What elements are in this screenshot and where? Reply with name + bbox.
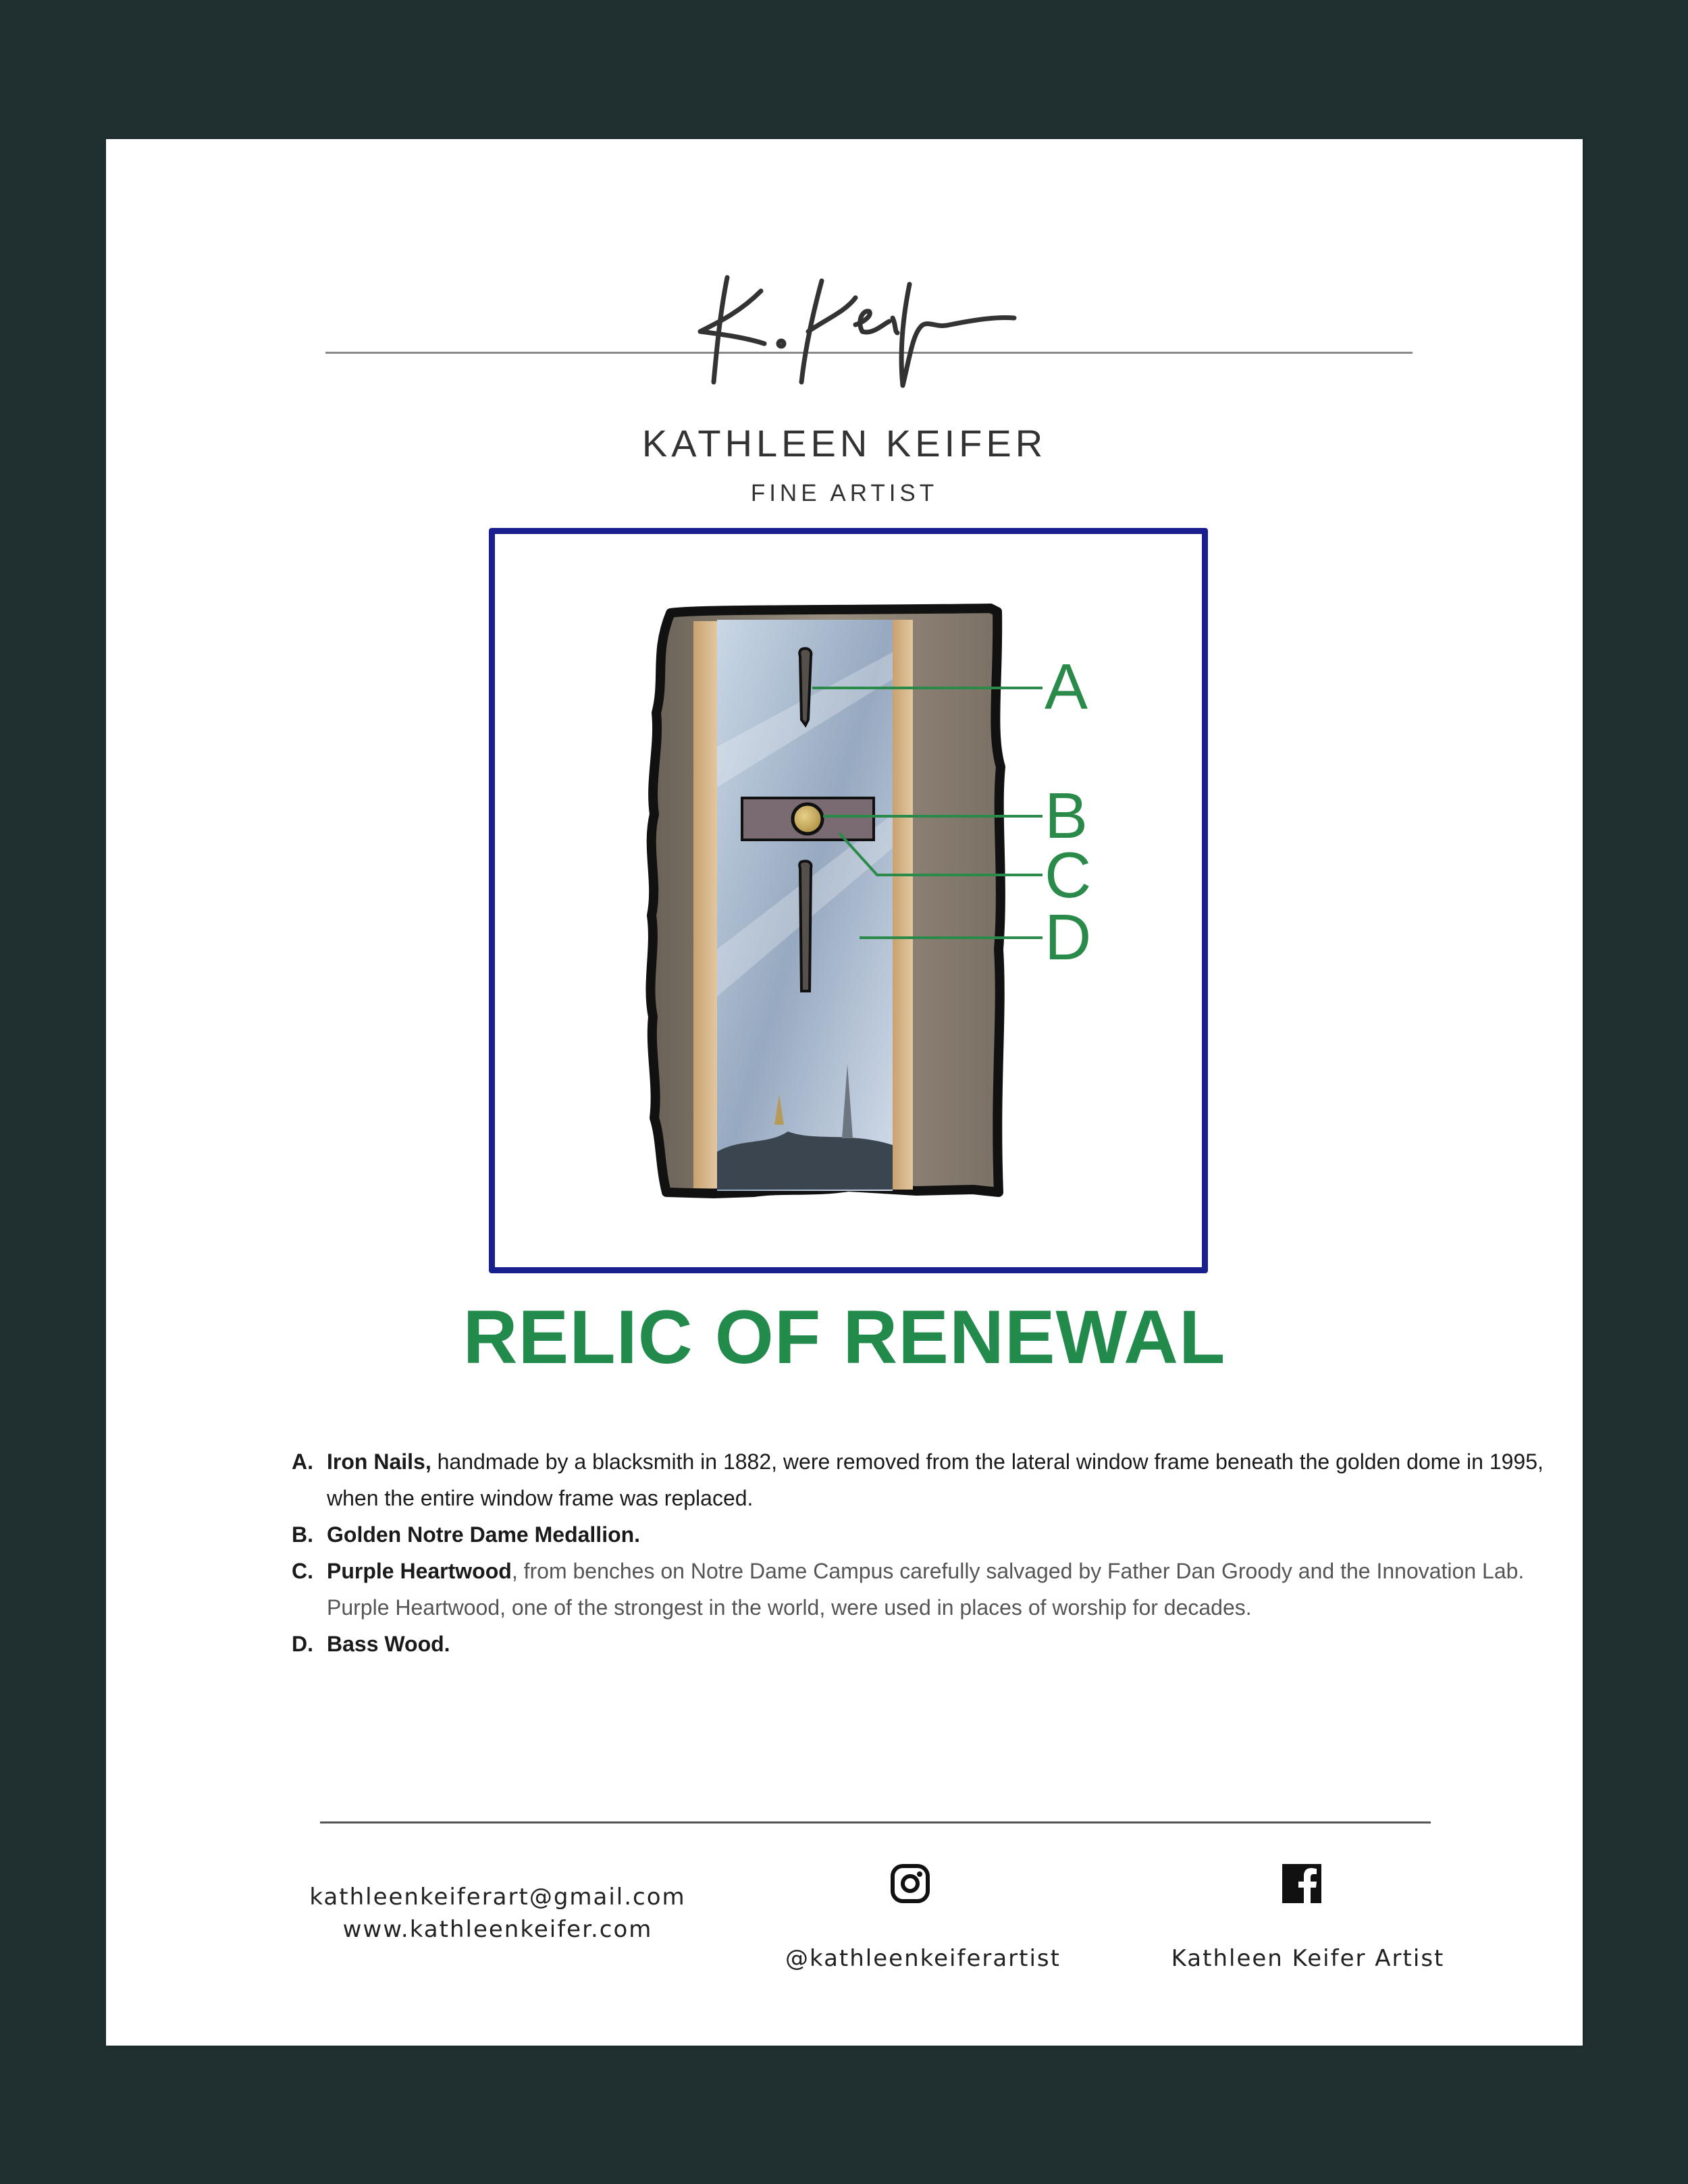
footer-divider bbox=[320, 1821, 1431, 1823]
artwork-frame bbox=[489, 528, 1208, 1273]
signature-logo bbox=[680, 257, 1018, 392]
callout-d: D bbox=[1045, 901, 1092, 974]
legend-letter: C. bbox=[292, 1559, 313, 1583]
legend-item bbox=[292, 1516, 1554, 1553]
document-page bbox=[106, 139, 1583, 2046]
legend-term: Iron Nails, bbox=[327, 1449, 431, 1474]
materials-legend bbox=[292, 1443, 1554, 1662]
legend-item bbox=[292, 1443, 1554, 1516]
artwork-title: RELIC OF RENEWAL bbox=[463, 1295, 1226, 1379]
website-link[interactable]: www.kathleenkeifer.com bbox=[342, 1916, 653, 1943]
legend-term: Golden Notre Dame Medallion. bbox=[327, 1522, 641, 1547]
legend-item bbox=[292, 1626, 1554, 1662]
legend-term: Purple Heartwood bbox=[327, 1559, 512, 1583]
facebook-page[interactable]: Kathleen Keifer Artist bbox=[1171, 1945, 1445, 1972]
legend-item bbox=[292, 1553, 1554, 1626]
legend-description: handmade by a blacksmith in 1882, were removed from the lateral window frame beneath the golden dome in 1995, when the entire window frame was replaced. bbox=[327, 1449, 1544, 1510]
contact-block bbox=[309, 1881, 687, 1946]
facebook-icon[interactable] bbox=[1281, 1863, 1323, 1905]
instagram-handle[interactable]: @kathleenkeiferartist bbox=[785, 1945, 1061, 1972]
email-link[interactable]: kathleenkeiferart@gmail.com bbox=[309, 1884, 686, 1911]
legend-letter: B. bbox=[292, 1522, 313, 1547]
artist-subtitle: FINE ARTIST bbox=[750, 480, 939, 506]
legend-letter: A. bbox=[292, 1449, 313, 1474]
callout-b: B bbox=[1045, 780, 1088, 852]
artist-name: KATHLEEN KEIFER bbox=[641, 422, 1047, 464]
instagram-icon[interactable] bbox=[889, 1863, 931, 1905]
legend-letter: D. bbox=[292, 1632, 313, 1656]
legend-description: , from benches on Notre Dame Campus carefully salvaged by Father Dan Groody and the Innovation Lab. Purple Heartwood, one of the strongest in the world, were used in places of worship for decades. bbox=[327, 1559, 1525, 1620]
callout-a: A bbox=[1045, 651, 1088, 723]
callout-c: C bbox=[1045, 839, 1092, 911]
legend-term: Bass Wood. bbox=[327, 1632, 450, 1656]
